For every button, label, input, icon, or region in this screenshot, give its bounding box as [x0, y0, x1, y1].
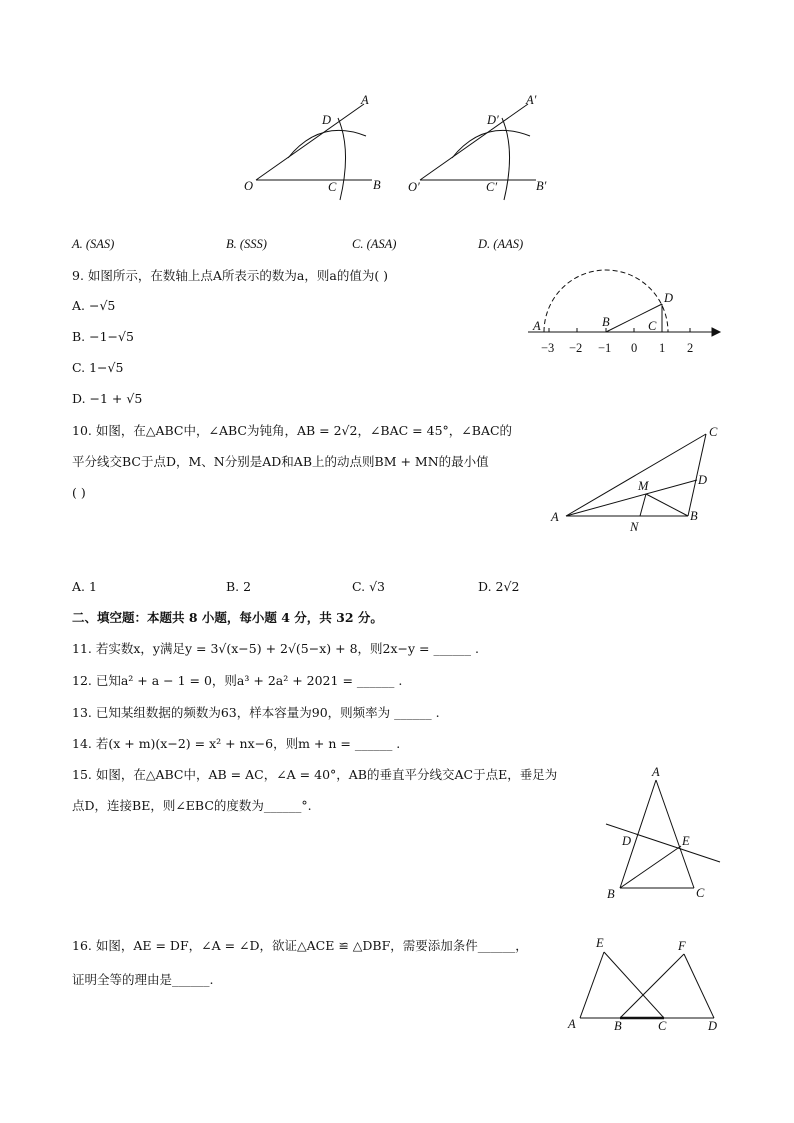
section-heading-fill-in: 二、填空题：本题共 8 小题，每小题 4 分，共 32 分。: [72, 610, 383, 625]
q15-point-A: A: [652, 765, 660, 779]
q10-line2: 平分线交BC于点D，M、N分别是AD和AB上的动点则BM + MN的最小值: [72, 454, 489, 469]
q8-label-C-prime: C′: [486, 180, 498, 194]
q9-tick-neg2: −2: [569, 341, 583, 355]
q10-option-c: C. √3: [352, 579, 385, 594]
q8-label-D: D: [322, 113, 332, 127]
q8-option-d: D. (AAS): [478, 237, 524, 251]
q8-label-A-prime: A′: [526, 93, 537, 107]
q8-label-B: B: [373, 178, 381, 192]
q13: 13. 已知某组数据的频数为63，样本容量为90，则频率为 ______ .: [72, 705, 440, 720]
q10-point-C: C: [709, 425, 718, 439]
q12: 12. 已知a² + a − 1 = 0，则a³ + 2a² + 2021 = ______ .: [72, 673, 403, 688]
q9-tick-0: 0: [631, 341, 638, 355]
q9-point-C: C: [648, 319, 657, 333]
q9-tick-neg1: −1: [598, 341, 612, 355]
q15-point-D: D: [622, 834, 632, 848]
q8-option-b: B. (SSS): [226, 237, 267, 251]
q9-option-c: C. 1−√5: [72, 360, 124, 375]
q16-line2: 证明全等的理由是______.: [72, 972, 214, 987]
q9-point-B: B: [602, 315, 610, 329]
q8-label-A: A: [361, 93, 369, 107]
q9-point-D: D: [664, 291, 674, 305]
q16-point-E: E: [596, 936, 604, 950]
q8-label-O-prime: O′: [408, 180, 420, 194]
q8-label-O: O: [244, 179, 254, 193]
q15-line2: 点D，连接BE，则∠EBC的度数为______°.: [72, 798, 312, 813]
q8-option-c: C. (ASA): [352, 237, 397, 251]
q9-stem: 9. 如图所示，在数轴上点A所表示的数为a，则a的值为( ): [72, 268, 389, 283]
q10-line1: 10. 如图，在△ABC中，∠ABC为钝角，AB = 2√2，∠BAC = 45°，∠BAC的: [72, 423, 513, 438]
q10-point-A: A: [551, 510, 559, 524]
q15-point-C: C: [696, 886, 705, 900]
q9-tick-neg3: −3: [541, 341, 555, 355]
q8-option-a: A. (SAS): [72, 237, 115, 251]
q8-label-B-prime: B′: [536, 179, 547, 193]
q10-point-M: M: [638, 479, 649, 493]
q10-point-D: D: [698, 473, 708, 487]
q16-point-F: F: [678, 939, 686, 953]
q10-option-a: A. 1: [72, 579, 97, 594]
q9-tick-2: 2: [687, 341, 694, 355]
q8-label-C: C: [328, 180, 337, 194]
q15-line1: 15. 如图，在△ABC中，AB = AC，∠A = 40°，AB的垂直平分线交AC于点E，垂足为: [72, 767, 558, 782]
q10-point-N: N: [630, 520, 639, 534]
q16-line1: 16. 如图，AE = DF，∠A = ∠D，欲证△ACE ≌ △DBF，需要添加条件______，: [72, 938, 528, 953]
q9-option-a: A. −√5: [72, 298, 116, 313]
q11: 11. 若实数x，y满足y = 3√(x−5) + 2√(5−x) + 8，则2x−y = ______ .: [72, 641, 479, 656]
q10-line3: ( ): [72, 485, 86, 500]
q8-label-D-prime: D′: [487, 113, 499, 127]
q9-option-b: B. −1−√5: [72, 329, 134, 344]
q15-point-B: B: [607, 887, 615, 901]
q16-point-C: C: [658, 1019, 667, 1033]
q16-point-B: B: [614, 1019, 622, 1033]
q9-tick-1: 1: [659, 341, 666, 355]
q10-point-B: B: [690, 509, 698, 523]
q9-point-A: A: [533, 319, 541, 333]
q15-point-E: E: [682, 834, 690, 848]
q10-option-b: B. 2: [226, 579, 252, 594]
q14: 14. 若(x + m)(x−2) = x² + nx−6，则m + n = ______ .: [72, 736, 401, 751]
q16-point-A: A: [568, 1017, 576, 1031]
q9-option-d: D. −1 + √5: [72, 391, 143, 406]
q10-option-d: D. 2√2: [478, 579, 520, 594]
q16-point-D: D: [708, 1019, 718, 1033]
